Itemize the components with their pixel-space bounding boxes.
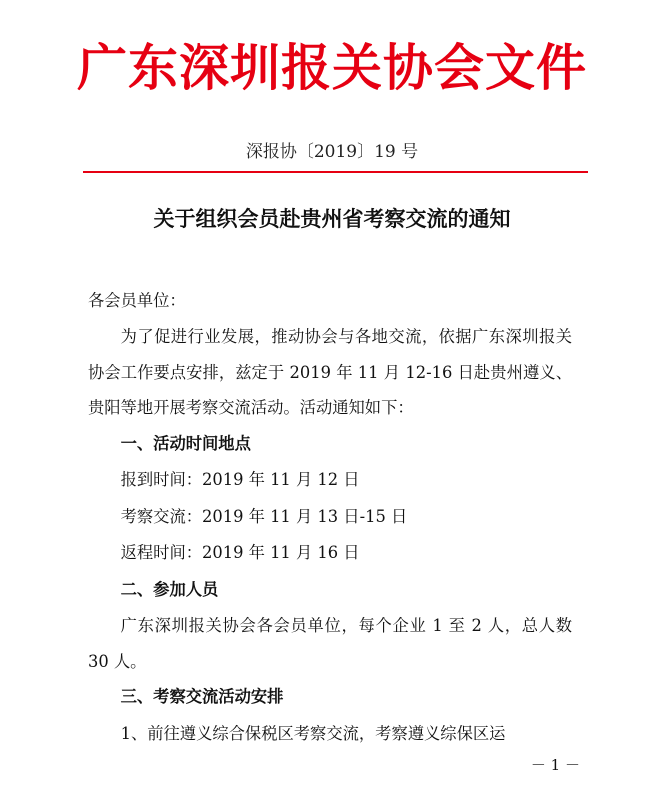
notice-body [88,283,572,752]
line-check-in-time: 报到时间：2019 年 11 月 12 日 [120,470,360,489]
line-return-time: 返程时间：2019 年 11 月 16 日 [120,543,360,562]
line-visit-exchange-time: 考察交流：2019 年 11 月 13 日-15 日 [120,506,408,526]
section-heading-participants: 二、参加人员 [120,579,219,599]
masthead-title: 广东深圳报关协会文件 [77,39,587,97]
intro-paragraph: 为了促进行业发展，推动协会与各地交流，依据广东深圳报关协会工作要点安排，兹定于 2019 年 11 月 12-16 日赴贵州遵义、贵阳等地开展考察交流活动。活动通知如下： [88,327,572,417]
participants-paragraph: 广东深圳报关协会各会员单位，每个企业 1 至 2 人，总人数 30 人。 [88,616,572,671]
document-number: 深报协〔2019〕19 号 [245,142,419,162]
section-heading-schedule: 三、考察交流活动安排 [120,687,284,706]
schedule-item-1: 1、前往遵义综合保税区考察交流，考察遵义综保区运 [120,723,506,743]
red-divider-line [83,171,588,173]
salutation: 各会员单位： [88,291,186,310]
notice-title: 关于组织会员赴贵州省考察交流的通知 [153,207,511,231]
page-number: － 1 － [530,756,580,774]
section-heading-time-place: 一、活动时间地点 [120,433,251,453]
